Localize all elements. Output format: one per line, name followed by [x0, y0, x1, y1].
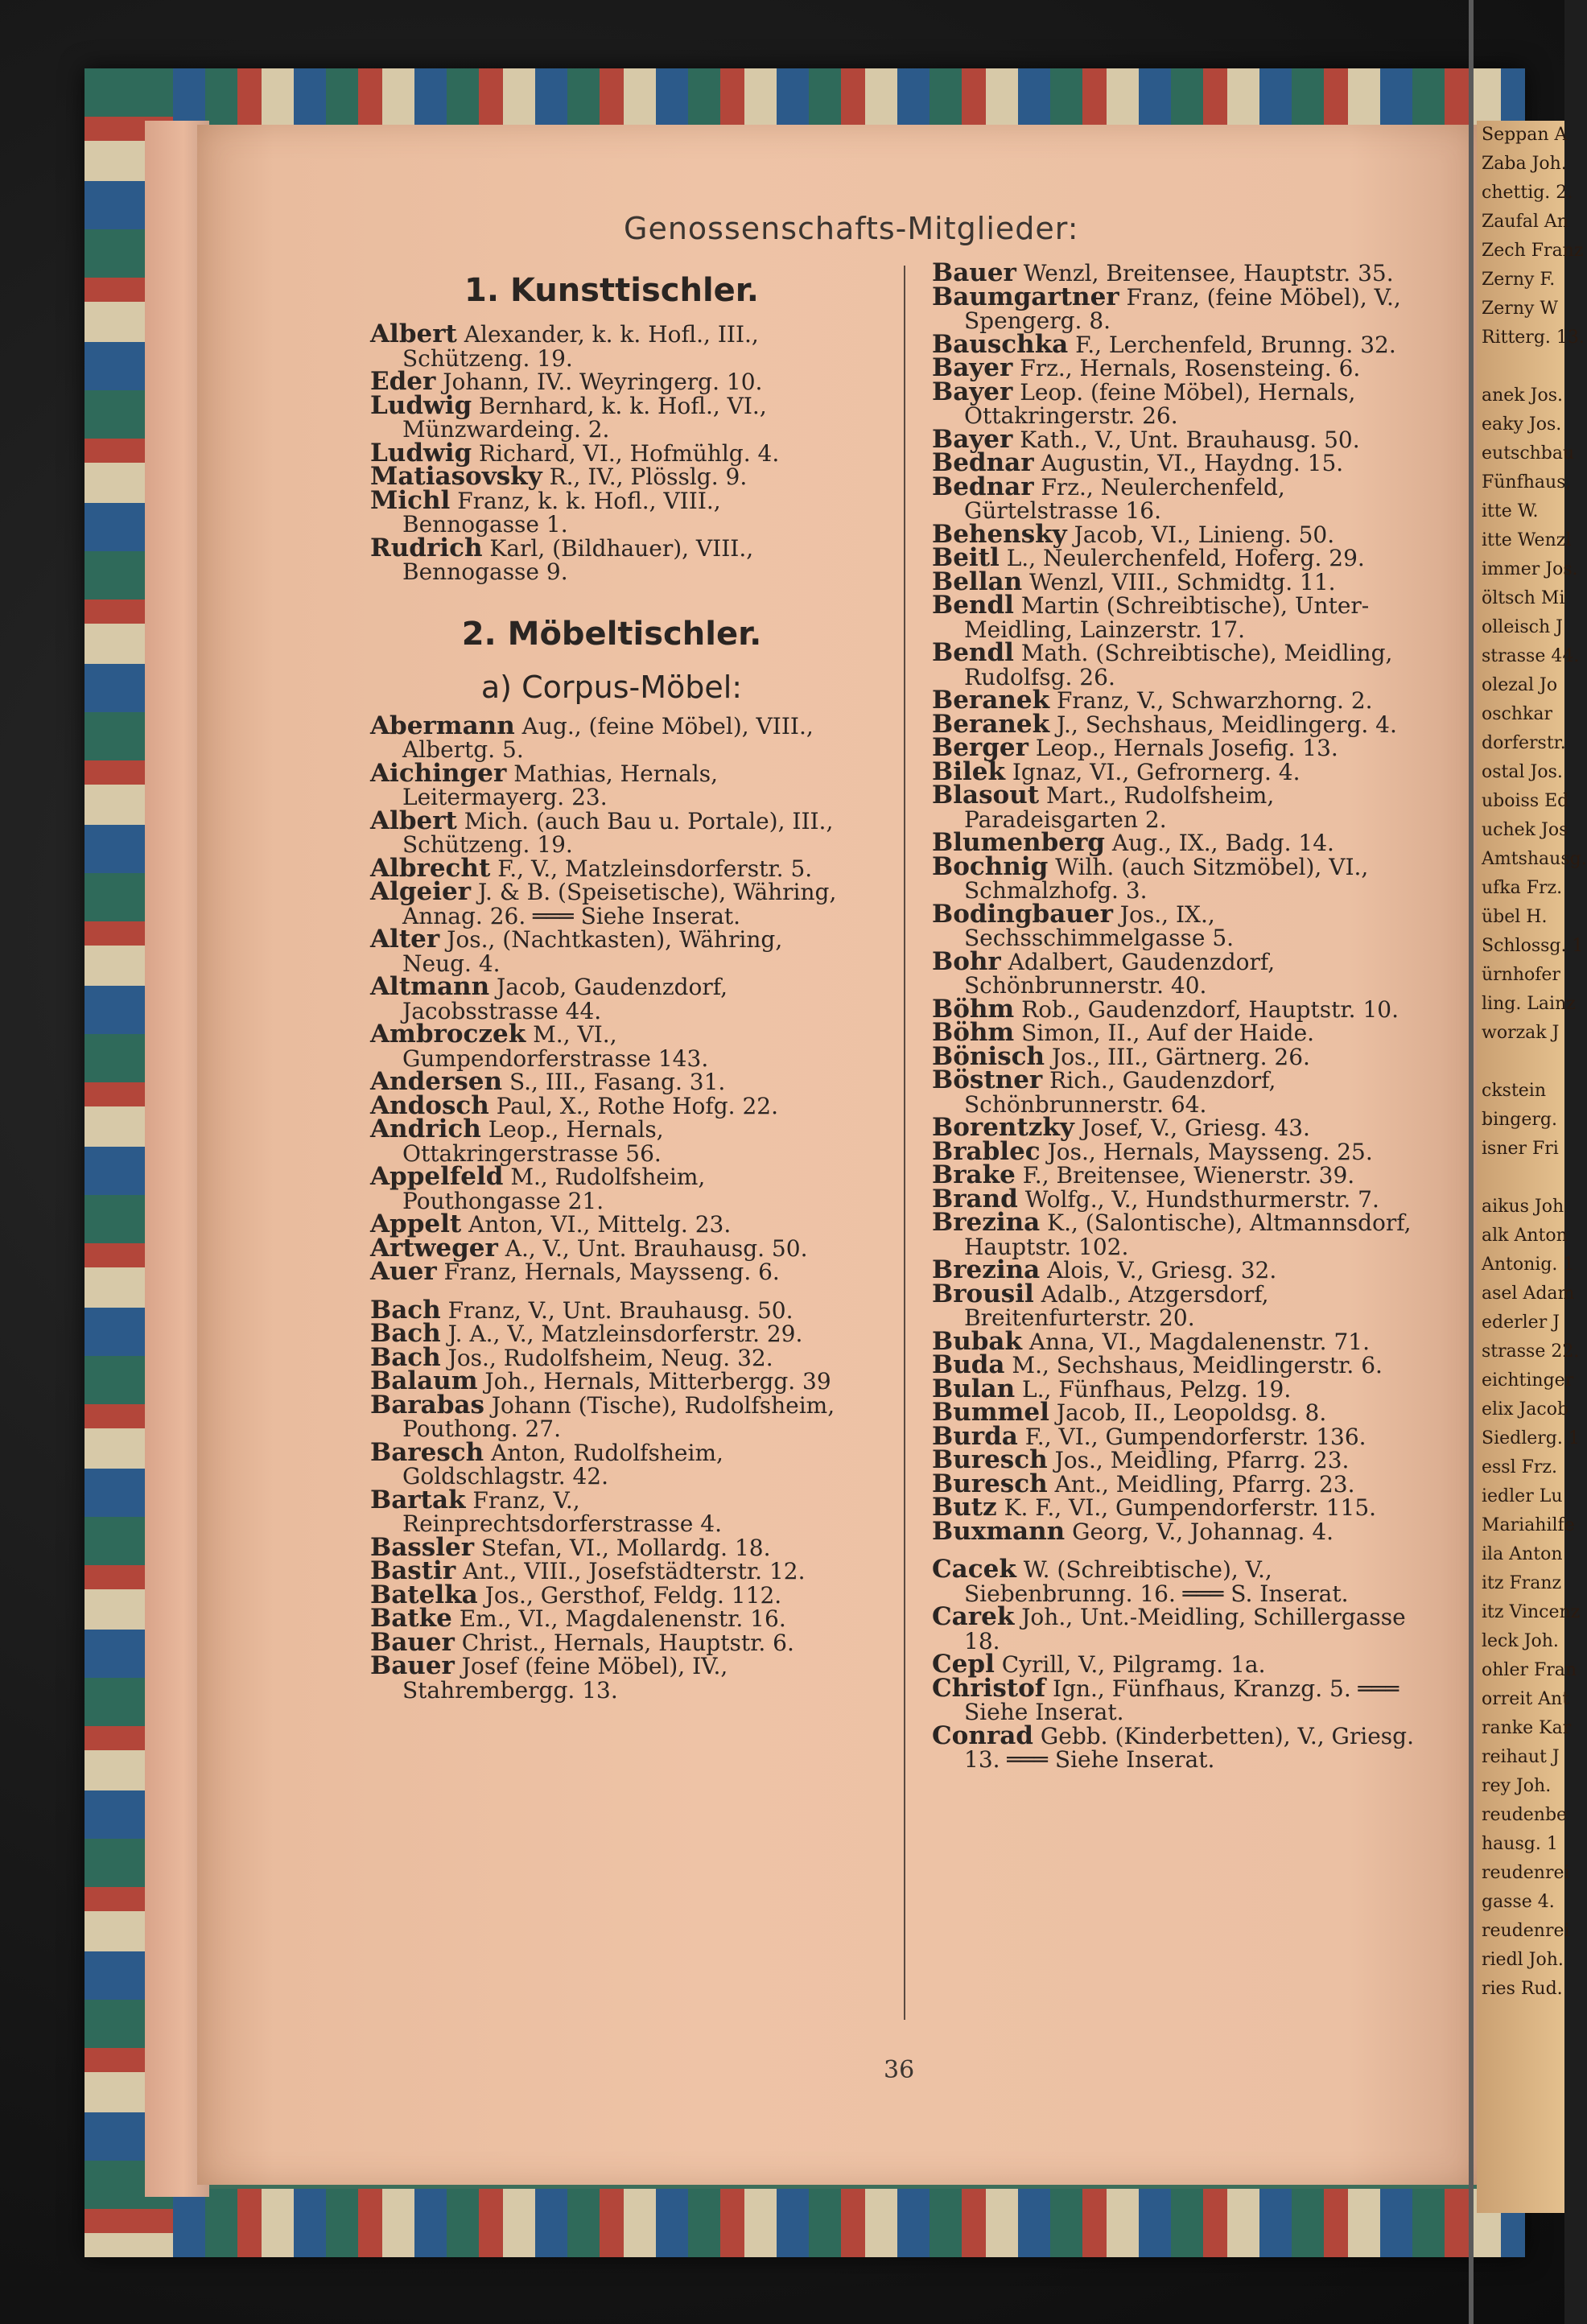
entry-name: Michl [370, 485, 451, 515]
entry-detail: Joh., Hernals, Mitterbergg. 39 [477, 1368, 831, 1395]
directory-entry [370, 877, 853, 929]
entry-name: Brezina [932, 1208, 1041, 1237]
entry-detail: J. & B. (Speisetische), Währing, Annag. 26. ═══ Siehe Inserat. [402, 879, 837, 929]
adjacent-page-line: Schlossg. 1 [1482, 936, 1584, 956]
adjacent-page-line: isner Fri [1482, 1139, 1559, 1159]
entry-name: Abermann [370, 711, 515, 740]
entry-name: Brand [932, 1184, 1018, 1214]
entry-name: Beitl [932, 543, 1000, 572]
adjacent-page-line: dorferstr. [1482, 733, 1566, 753]
entry-detail: Wenzl, Breitensee, Hauptstr. 35. [1016, 260, 1394, 286]
entry-name: Appelfeld [370, 1162, 504, 1191]
entry-detail: Franz, V., Reinprechtsdorferstrasse 4. [402, 1486, 722, 1537]
corpus-moebel-list-c [932, 1555, 1444, 1773]
subsection-title-corpus-moebel: a) Corpus-Möbel: [480, 669, 743, 705]
directory-entry [370, 972, 853, 1024]
entry-name: Buresch [932, 1469, 1048, 1498]
directory-entry [370, 711, 853, 763]
entry-detail: K. F., VI., Gumpendorferstr. 115. [996, 1494, 1377, 1521]
entry-detail: L., Neulerchenfeld, Hoferg. 29. [999, 545, 1365, 571]
directory-entry [370, 925, 853, 977]
directory-entry [932, 1208, 1444, 1260]
entry-detail: Bernhard, k. k. Hofl., VI., Münzwardeing. 2. [402, 392, 767, 443]
corpus-moebel-list-a [370, 711, 853, 1286]
directory-entry [370, 1390, 853, 1442]
right-column [932, 258, 1444, 1773]
directory-entry [370, 485, 853, 538]
entry-detail: Jacob, VI., Linieng. 50. [1066, 521, 1335, 548]
entry-detail: Georg, V., Johannag. 4. [1065, 1518, 1334, 1545]
corpus-moebel-list-b-cont [932, 258, 1444, 1546]
entry-name: Carek [932, 1602, 1015, 1631]
entry-detail: Johann (Tische), Rudolfsheim, Pouthong. 27. [402, 1391, 835, 1442]
entry-detail: L., Fünfhaus, Pelzg. 19. [1015, 1375, 1292, 1403]
adjacent-page-line: Siedlerg. 1 [1482, 1428, 1580, 1448]
directory-entry [932, 851, 1444, 904]
entry-detail: Anna, VI., Magdalenenstr. 71. [1021, 1328, 1370, 1355]
adjacent-page-line: itz Vincenz [1482, 1602, 1581, 1622]
entry-name: Ludwig [370, 438, 472, 468]
adjacent-page-line: anek Jos. [1482, 385, 1563, 406]
adjacent-page-line [1477, 1048, 1564, 1077]
entry-detail: Ant., Meidling, Pfarrg. 23. [1047, 1470, 1355, 1498]
entry-name: Butz [932, 1493, 997, 1522]
adjacent-page-line: uboiss Ed [1482, 791, 1569, 811]
entry-name: Bauschka [932, 329, 1069, 359]
entry-name: Andrich [370, 1115, 481, 1143]
directory-entry [932, 282, 1444, 334]
entry-name: Brake [932, 1160, 1016, 1189]
directory-entry [370, 1020, 853, 1072]
entry-name: Cacek [932, 1555, 1016, 1584]
entry-name: Bach [370, 1295, 441, 1325]
adjacent-page-line: ohler Fran [1482, 1660, 1577, 1680]
cover-pattern-top [85, 68, 1525, 133]
adjacent-page-line: iedler Lu [1482, 1486, 1563, 1506]
directory-entry [932, 638, 1444, 690]
entry-detail: F., Lerchenfeld, Brunng. 32. [1068, 331, 1396, 358]
adjacent-page-line: aikus Joh [1482, 1197, 1564, 1217]
entry-detail: Josef (feine Möbel), IV., Stahrembergg. 13. [402, 1653, 728, 1704]
entry-name: Bauer [370, 1627, 455, 1657]
adjacent-page-line: ufka Frz. [1482, 878, 1563, 898]
entry-name: Andosch [370, 1090, 489, 1120]
entry-detail: Wilh. (auch Sitzmöbel), VI., Schmalzhofg. 3. [964, 853, 1369, 904]
entry-name: Bauer [370, 1651, 455, 1680]
directory-entry [932, 781, 1444, 833]
entry-detail: Aug., IX., Badg. 14. [1105, 830, 1334, 856]
corpus-moebel-list-b [370, 1295, 853, 1704]
entry-name: Bayer [932, 377, 1013, 406]
entry-detail: Simon, II., Auf der Haide. [1014, 1020, 1315, 1046]
entry-detail: Adalbert, Gaudenzdorf, Schönbrunnerstr. 40. [964, 948, 1276, 999]
adjacent-page-line: ckstein [1482, 1081, 1547, 1101]
directory-entry [932, 1326, 1444, 1356]
directory-entry [932, 1555, 1444, 1607]
directory-entry [932, 591, 1444, 643]
adjacent-page-line: eichtinger [1482, 1370, 1574, 1391]
entry-name: Batelka [370, 1580, 478, 1609]
entry-name: Ambroczek [370, 1020, 526, 1049]
entry-detail: Jacob, Gaudenzdorf, Jacobsstrasse 44. [402, 974, 728, 1024]
adjacent-page-line: leck Joh. [1482, 1631, 1559, 1651]
entry-detail: Mart., Rudolfsheim, Paradeisgarten 2. [964, 782, 1275, 833]
adjacent-page-line: Zerny F. [1482, 270, 1556, 290]
directory-entry [370, 1485, 853, 1537]
entry-detail: Wenzl, VIII., Schmidtg. 11. [1022, 568, 1336, 595]
entry-name: Bassler [370, 1532, 475, 1562]
directory-entry [932, 1065, 1444, 1118]
adjacent-page-line: ürnhofer [1482, 965, 1560, 985]
column-divider [904, 266, 905, 2020]
entry-name: Bauer [932, 258, 1016, 287]
entry-detail: M., Rudolfsheim, Pouthongasse 21. [402, 1164, 706, 1214]
directory-entry [932, 946, 1444, 999]
adjacent-page-line: alk Anton [1482, 1226, 1568, 1246]
entry-detail: M., VI., Gumpendorferstrasse 143. [402, 1021, 709, 1072]
entry-detail: Rich., Gaudenzdorf, Schönbrunnerstr. 64. [964, 1067, 1276, 1118]
entry-detail: F., VI., Gumpendorferstr. 136. [1017, 1423, 1366, 1450]
adjacent-page-line: rey Joh. [1482, 1776, 1552, 1796]
adjacent-page-line: ostal Jos. [1482, 762, 1563, 782]
entry-name: Böstner [932, 1065, 1043, 1094]
entry-detail: Wolfg., V., Hundsthurmerstr. 7. [1017, 1185, 1379, 1213]
adjacent-page-line: orreit Ant [1482, 1689, 1570, 1709]
entry-name: Bönisch [932, 1041, 1045, 1071]
adjacent-page-line: elix Jacob [1482, 1399, 1569, 1420]
entry-name: Aichinger [370, 758, 507, 788]
entry-detail: Frz., Hernals, Rosensteing. 6. [1012, 355, 1361, 381]
entry-name: Burda [932, 1421, 1018, 1451]
adjacent-page-line: reudenrei [1482, 1921, 1570, 1941]
entry-detail: Frz., Neulerchenfeld, Gürtelstrasse 16. [964, 473, 1285, 524]
entry-detail: Ignaz, VI., Gefrornerg. 4. [1004, 758, 1301, 785]
entry-name: Bach [370, 1319, 441, 1348]
adjacent-page-line: Zech Franz [1482, 241, 1584, 261]
entry-name: Bednar [932, 472, 1034, 501]
adjacent-page-line: itz Franz [1482, 1573, 1562, 1593]
entry-detail: A., V., Unt. Brauhausg. 50. [497, 1234, 808, 1262]
entry-detail: Rob., Gaudenzdorf, Hauptstr. 10. [1014, 995, 1399, 1023]
entry-detail: Cyrill, V., Pilgramg. 1a. [994, 1651, 1266, 1678]
directory-entry [932, 1469, 1444, 1498]
adjacent-page-line: worzak J [1482, 1023, 1560, 1043]
entry-detail: K., (Salontische), Altmannsdorf, Hauptstr. 102. [964, 1209, 1412, 1260]
entry-detail: Mathias, Hernals, Leitermayerg. 23. [402, 760, 718, 810]
entry-name: Baumgartner [932, 282, 1119, 311]
entry-detail: Martin (Schreibtische), Unter-Meidling, Lainzerstr. 17. [964, 592, 1370, 643]
entry-detail: J. A., V., Matzleinsdorferstr. 29. [440, 1321, 803, 1347]
directory-entry [932, 733, 1444, 762]
adjacent-page-line: Antonig. 1 [1482, 1255, 1575, 1275]
entry-name: Bayer [932, 424, 1013, 454]
adjacent-page-line: ederler J [1482, 1312, 1560, 1333]
adjacent-page-line: übel H. [1482, 907, 1548, 927]
entry-name: Brablec [932, 1136, 1041, 1166]
entry-detail: Leop. (feine Möbel), Hernals, Ottakringerstr. 26. [964, 378, 1356, 429]
directory-entry [370, 1651, 853, 1704]
entry-name: Conrad [932, 1720, 1033, 1750]
adjacent-page-line: Fünfhaus, [1482, 472, 1572, 492]
entry-detail: Stefan, VI., Mollardg. 18. [474, 1534, 771, 1561]
adjacent-page-line: Seppan A [1482, 125, 1568, 145]
adjacent-page-line: uchek Jos [1482, 820, 1568, 840]
adjacent-page-line: essl Frz. [1482, 1457, 1557, 1477]
directory-entry [370, 1115, 853, 1167]
entry-name: Bulan [932, 1374, 1016, 1403]
entry-detail: M., Sechshaus, Meidlingerstr. 6. [1004, 1352, 1383, 1378]
adjacent-page-line: Mariahilfe [1482, 1515, 1575, 1535]
adjacent-page-line: ila Anton [1482, 1544, 1563, 1564]
scan-divider [1469, 0, 1474, 2324]
directory-entry [932, 899, 1444, 951]
adjacent-page-line: itte Wenzl [1482, 530, 1572, 550]
entry-detail: Franz, Hernals, Maysseng. 6. [436, 1259, 780, 1285]
entry-detail: Jos., Gersthof, Feldg. 112. [477, 1581, 782, 1609]
entry-detail: Karl, (Bildhauer), VIII., Bennogasse 9. [402, 534, 754, 585]
entry-name: Balaum [370, 1366, 478, 1395]
adjacent-page-line: reudenrei [1482, 1863, 1570, 1883]
page-heading: Genossenschafts-Mitglieder: [624, 211, 1079, 246]
adjacent-page [1477, 121, 1587, 2213]
entry-detail: Paul, X., Rothe Hofg. 22. [488, 1092, 778, 1119]
adjacent-page-line: itte W. [1482, 501, 1539, 521]
left-column [370, 262, 853, 1702]
entry-name: Buda [932, 1350, 1005, 1379]
directory-entry [370, 806, 853, 858]
entry-name: Ludwig [370, 390, 472, 420]
entry-name: Alter [370, 925, 440, 954]
entry-name: Brezina [932, 1255, 1041, 1284]
entry-detail: R., IV., Plösslg. 9. [542, 464, 748, 490]
entry-detail: J., Sechshaus, Meidlingerg. 4. [1049, 711, 1397, 738]
entry-name: Blasout [932, 781, 1040, 810]
adjacent-page-line: ranke Kar [1482, 1718, 1572, 1738]
entry-detail: Jos., Hernals, Maysseng. 25. [1040, 1138, 1373, 1165]
entry-detail: Adalb., Atzgersdorf, Breitenfurterstr. 20. [964, 1280, 1269, 1331]
entry-name: Böhm [932, 994, 1015, 1024]
entry-detail: Christ., Hernals, Hauptstr. 6. [454, 1629, 794, 1656]
directory-entry [932, 1602, 1444, 1654]
entry-name: Bummel [932, 1398, 1049, 1427]
directory-entry [932, 472, 1444, 524]
adjacent-page-line: olezal Jo [1482, 675, 1558, 695]
directory-entry [370, 390, 853, 443]
directory-entry [932, 1673, 1444, 1725]
adjacent-page-line: reudenbe [1482, 1805, 1568, 1825]
entry-detail: Jos., Meidling, Pfarrg. 23. [1047, 1447, 1350, 1473]
entry-detail: W. (Schreibtische), V., Siebenbrunng. 16. ═══ S. Inserat. [964, 1556, 1349, 1607]
entry-name: Appelt [370, 1209, 462, 1238]
adjacent-page-line: Ritterg. 13. [1482, 328, 1585, 348]
section-title-kunsttischler: 1. Kunsttischler. [464, 272, 759, 309]
entry-detail: Leop., Hernals Josefig. 13. [1028, 735, 1338, 761]
directory-entry [370, 533, 853, 585]
adjacent-page-line: riedl Joh. [1482, 1950, 1564, 1970]
entry-detail: Joh., Unt.-Meidling, Schillergasse 18. [964, 1604, 1406, 1654]
entry-detail: Kath., V., Unt. Brauhausg. 50. [1012, 426, 1360, 453]
entry-name: Bednar [932, 448, 1034, 477]
directory-entry [370, 319, 853, 372]
entry-detail: Gebb. (Kinderbetten), V., Griesg. 13. ═══ Siehe Inserat. [964, 1722, 1415, 1773]
adjacent-page-line: oschkar [1482, 704, 1552, 724]
directory-entry [370, 1257, 853, 1286]
adjacent-page-line: eutschbau [1482, 443, 1575, 464]
entry-name: Buresch [932, 1445, 1048, 1474]
adjacent-page-line: eaky Jos. [1482, 414, 1562, 435]
adjacent-page-line: Amtshausg. [1482, 849, 1587, 869]
entry-detail: Jacob, II., Leopoldsg. 8. [1049, 1399, 1327, 1426]
adjacent-page-line: gasse 4. [1482, 1892, 1555, 1912]
entry-name: Berger [932, 733, 1028, 762]
entry-name: Andersen [370, 1067, 503, 1096]
entry-name: Baresch [370, 1437, 484, 1467]
entry-name: Bilek [932, 756, 1005, 786]
adjacent-page-line: asel Adam [1482, 1284, 1575, 1304]
adjacent-page-line: strasse 44. [1482, 646, 1580, 666]
adjacent-page-line: hausg. 1 [1482, 1834, 1558, 1854]
directory-entry [370, 1437, 853, 1490]
entry-detail: Ign., Fünfhaus, Kranzg. 5. ═══ Siehe Inserat. [964, 1675, 1399, 1725]
entry-name: Bochnig [932, 851, 1049, 881]
entry-detail: Anton, Rudolfsheim, Goldschlagstr. 42. [402, 1439, 723, 1490]
entry-name: Bendl [932, 591, 1014, 620]
directory-entry [370, 1295, 853, 1325]
adjacent-page-line [1477, 352, 1564, 381]
adjacent-page-line: reihaut J [1482, 1747, 1560, 1767]
entry-name: Bartak [370, 1485, 466, 1514]
entry-name: Borentzky [932, 1113, 1074, 1142]
kunsttischler-list [370, 319, 853, 585]
entry-detail: Mich. (auch Bau u. Portale), III., Schützeng. 19. [402, 807, 834, 858]
entry-detail: Em., VI., Magdalenenstr. 16. [451, 1605, 786, 1632]
entry-name: Beranek [932, 686, 1050, 715]
directory-entry [370, 758, 853, 810]
entry-name: Batke [370, 1604, 452, 1633]
section-title-moebeltischler: 2. Möbeltischler. [461, 615, 762, 653]
entry-detail: Johann, IV.. Weyringerg. 10. [435, 369, 763, 395]
entry-name: Bubak [932, 1326, 1022, 1356]
adjacent-page-line: olleisch J [1482, 617, 1563, 637]
entry-name: Altmann [370, 972, 490, 1001]
entry-name: Bellan [932, 567, 1023, 596]
directory-entry [370, 1233, 853, 1263]
entry-name: Albert [370, 319, 457, 348]
entry-detail: F., Breitensee, Wienerstr. 39. [1015, 1162, 1355, 1189]
entry-name: Rudrich [370, 533, 483, 562]
entry-detail: Jos., IX., Sechsschimmelgasse 5. [964, 900, 1235, 951]
adjacent-page-line: strasse 22. [1482, 1341, 1580, 1362]
entry-name: Barabas [370, 1390, 484, 1420]
entry-name: Bastir [370, 1556, 456, 1585]
adjacent-page-line: Zaba Joh. [1482, 154, 1567, 174]
entry-detail: Josef, V., Griesg. 43. [1074, 1115, 1310, 1141]
entry-name: Beranek [932, 709, 1050, 739]
entry-detail: Jos., III., Gärtnerg. 26. [1045, 1043, 1310, 1070]
directory-entry [370, 1162, 853, 1214]
adjacent-page-line: chettig. 2. [1482, 183, 1573, 203]
entry-detail: Math. (Schreibtische), Meidling, Rudolfsg. 26. [964, 640, 1393, 690]
entry-name: Bodingbauer [932, 899, 1113, 929]
adjacent-page-line: öltsch Mi [1482, 588, 1565, 608]
entry-detail: Aug., (feine Möbel), VIII., Albertg. 5. [402, 712, 814, 763]
entry-name: Albert [370, 806, 457, 835]
entry-name: Blumenberg [932, 828, 1105, 857]
entry-name: Cepl [932, 1650, 995, 1679]
entry-name: Eder [370, 367, 436, 396]
directory-entry [932, 1720, 1444, 1773]
entry-name: Böhm [932, 1018, 1015, 1047]
directory-entry [370, 1319, 853, 1348]
entry-detail: Alexander, k. k. Hofl., III., Schützeng. 19. [402, 321, 759, 372]
directory-entry [932, 377, 1444, 429]
directory-entry [932, 1279, 1444, 1331]
adjacent-page-line: ling. Lainz [1482, 994, 1576, 1014]
entry-name: Artweger [370, 1233, 498, 1263]
entry-detail: Franz, V., Schwarzhorng. 2. [1049, 687, 1373, 714]
entry-name: Bohr [932, 946, 1001, 976]
entry-name: Buxmann [932, 1516, 1066, 1546]
entry-detail: Jos., (Nachtkasten), Währing, Neug. 4. [402, 926, 783, 977]
entry-detail: Ant., VIII., Josefstädterstr. 12. [455, 1558, 806, 1584]
entry-name: Albrecht [370, 853, 491, 883]
entry-detail: Jos., Rudolfsheim, Neug. 32. [440, 1344, 773, 1371]
entry-detail: Augustin, VI., Haydng. 15. [1033, 450, 1344, 476]
adjacent-page-line: Zerny W [1482, 299, 1559, 319]
entry-name: Matiasovsky [370, 462, 542, 491]
directory-entry [932, 1516, 1444, 1546]
entry-name: Bach [370, 1342, 441, 1372]
entry-detail: Richard, VI., Hofmühlg. 4. [472, 439, 780, 467]
directory-entry [932, 519, 1444, 549]
entry-name: Auer [370, 1257, 437, 1286]
entry-detail: Franz, k. k. Hofl., VIII., Bennogasse 1. [402, 487, 721, 538]
adjacent-page-line: Zaufal An [1482, 212, 1568, 232]
entry-detail: Leop., Hernals, Ottakringerstrasse 56. [402, 1116, 664, 1167]
entry-name: Christof [932, 1673, 1046, 1703]
entry-name: Bendl [932, 638, 1014, 667]
entry-name: Behensky [932, 519, 1067, 549]
entry-detail: Franz, (feine Möbel), V., Spengerg. 8. [964, 283, 1401, 334]
entry-detail: Franz, V., Unt. Brauhausg. 50. [440, 1296, 794, 1324]
entry-detail: Anton, VI., Mittelg. 23. [461, 1211, 732, 1238]
entry-detail: Alois, V., Griesg. 32. [1040, 1257, 1277, 1284]
adjacent-page-line: immer Jos. [1482, 559, 1578, 579]
entry-detail: S., III., Fasang. 31. [502, 1069, 726, 1095]
entry-name: Brousil [932, 1279, 1034, 1308]
adjacent-page-line: bingerg. [1482, 1110, 1557, 1130]
entry-name: Algeier [370, 877, 472, 906]
page-number: 36 [884, 2056, 915, 2084]
entry-detail: F., V., Matzleinsdorferstr. 5. [490, 855, 813, 882]
entry-name: Bayer [932, 353, 1013, 382]
cover-pattern-bottom [85, 2189, 1525, 2257]
adjacent-page-line: ries Rud. [1482, 1979, 1563, 1999]
adjacent-page-line [1477, 1164, 1564, 1193]
